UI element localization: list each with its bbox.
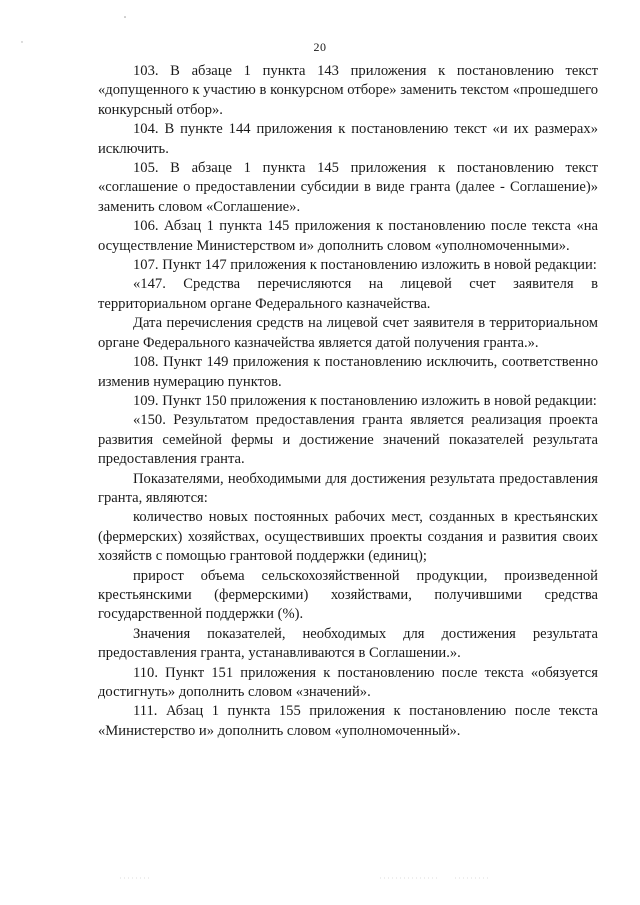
paragraph-105: 105. В абзаце 1 пункта 145 приложения к постановлению текст «соглашение о предоставлении субсидии в виде гранта (далее - Соглашение)» заменить словом «Соглашение». — [98, 160, 598, 215]
document-body — [98, 62, 598, 741]
paragraph-103: 103. В абзаце 1 пункта 143 приложения к постановлению текст «допущенного к участию в конкурсном отборе» заменить текстом «прошедшего конкурсный отбор». — [98, 63, 598, 118]
paragraph-104: 104. В пункте 144 приложения к постановлению текст «и их размерах» исключить. — [98, 121, 598, 157]
paragraph-107: 107. Пункт 147 приложения к постановлению изложить в новой редакции: — [133, 257, 597, 274]
paragraph-indicator-jobs: количество новых постоянных рабочих мест, созданных в крестьянских (фермерских) хозяйствах, осуществивших проекты создания и развития своих хозяйств с помощью грантовой поддержки (единиц); — [98, 509, 598, 565]
paragraph-111: 111. Абзац 1 пункта 155 приложения к постановлению после текста «Министерство и» дополнить словом «уполномоченный». — [98, 703, 598, 739]
paragraph-indicator-growth: прирост объема сельскохозяйственной продукции, произведенной крестьянскими (фермерскими) хозяйствами, получившими средства государственной поддержки (%). — [98, 567, 598, 623]
paragraph-147-date: Дата перечисления средств на лицевой счет заявителя в территориальном органе Федерального казначейства является датой получения гранта.». — [98, 315, 598, 351]
paragraph-indicators-intro: Показателями, необходимыми для достижения результата предоставления гранта, являются: — [98, 470, 598, 506]
paragraph-147-quote: «147. Средства перечисляются на лицевой счет заявителя в территориальном органе Федерального казначейства. — [98, 276, 598, 312]
page-number: 20 — [313, 40, 327, 54]
paragraph-109: 109. Пункт 150 приложения к постановлению изложить в новой редакции: — [133, 392, 597, 409]
paragraph-110: 110. Пункт 151 приложения к постановлению после текста «обязуется достигнуть» дополнить словом «значений». — [98, 664, 598, 700]
paragraph-106: 106. Абзац 1 пункта 145 приложения к постановлению после текста «на осуществление Министерством и» дополнить словом «уполномоченными». — [98, 218, 598, 254]
paragraph-indicator-values: Значения показателей, необходимых для достижения результата предоставления гранта, устанавливаются в Соглашении.». — [98, 625, 598, 662]
paragraph-150-quote: «150. Результатом предоставления гранта является реализация проекта развития семейной фермы и достижение значений показателей результата предоставления гранта. — [98, 412, 598, 468]
paragraph-108: 108. Пункт 149 приложения к постановлению исключить, соответственно изменив нумерацию пунктов. — [98, 354, 598, 390]
